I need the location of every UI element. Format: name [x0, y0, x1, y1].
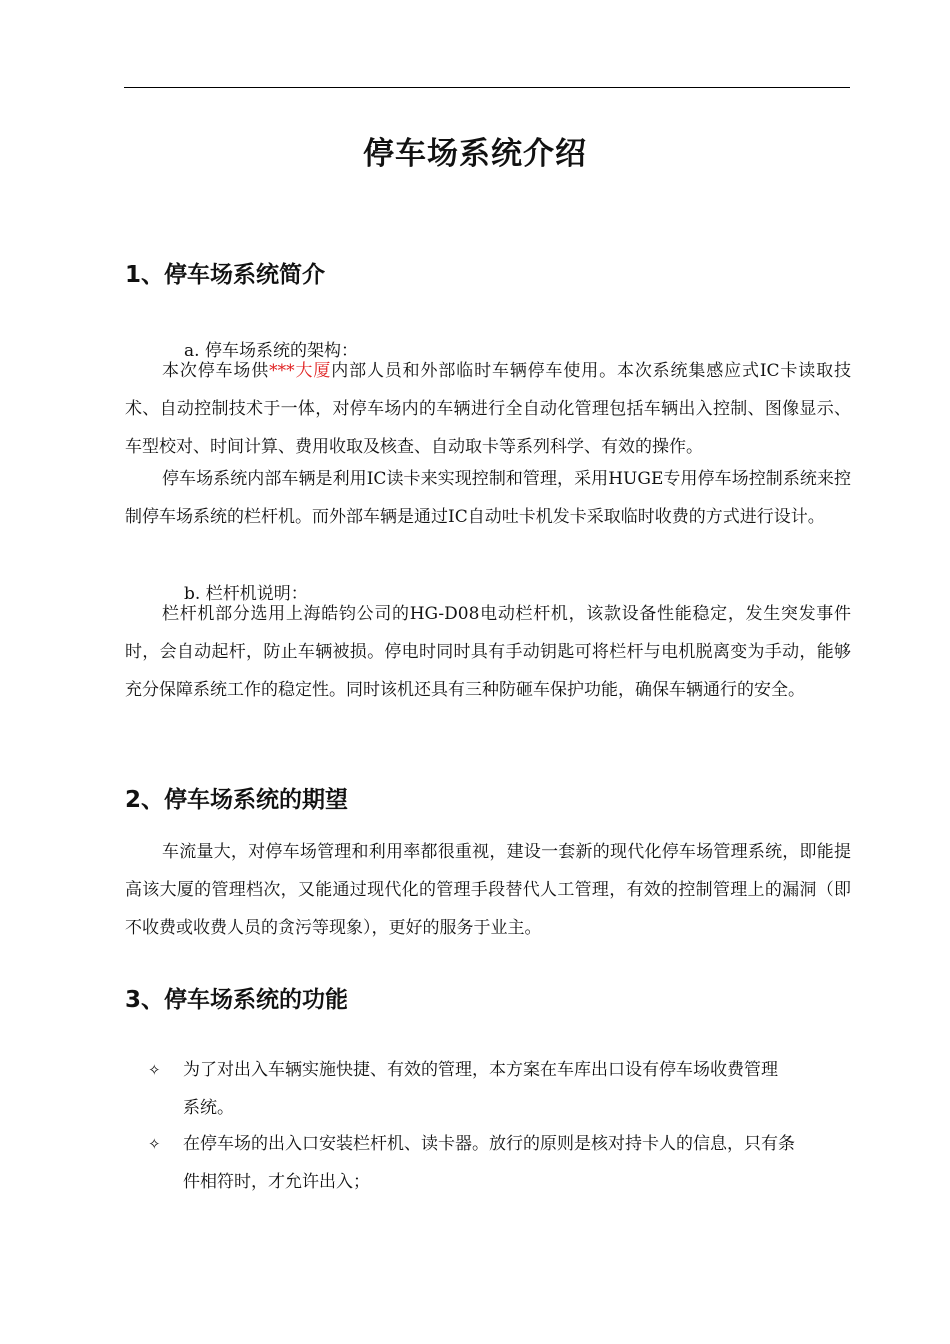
paragraph-internal-vehicles: 停车场系统内部车辆是利用IC读卡来实现控制和管理，采用HUGE专用停车场控制系统来控制停车场系统的栏杆机。而外部车辆是通过IC自动吐卡机发卡采取临时收费的方式进行设计。: [125, 469, 851, 527]
subsection-a-label: a. 停车场系统的架构：: [184, 341, 358, 361]
paragraph-architecture: [125, 352, 851, 466]
diamond-bullet-icon: ✧: [148, 1135, 161, 1153]
feature-bullet-2: [125, 1125, 851, 1201]
section-3-heading: 3、停车场系统的功能: [125, 987, 349, 1013]
section-2-heading: 2、停车场系统的期望: [125, 787, 349, 813]
header-rule: [124, 87, 850, 88]
paragraph-text-post: 内部人员和外部临时车辆停车使用。本次系统集感应式IC卡读取技术、自动控制技术于一体，对停车场内的车辆进行全自动化管理包括车辆出入控制、图像显示、车型校对、时间计算、费用收取及核查、自动取卡等系列科学、有效的操作。: [125, 361, 851, 457]
diamond-bullet-icon: ✧: [148, 1061, 161, 1079]
section-1-heading: 1、停车场系统简介: [125, 262, 326, 288]
paragraph-barrier-gate: 栏杆机部分选用上海皓钧公司的HG-D08电动栏杆机，该款设备性能稳定，发生突发事件时，会自动起杆，防止车辆被损。停电时同时具有手动钥匙可将栏杆与电机脱离变为手动，能够充分保障系统工作的稳定性。同时该机还具有三种防砸车保护功能，确保车辆通行的安全。: [125, 604, 851, 700]
feature-bullet-2-line-2: 件相符时，才允许出入；: [183, 1172, 370, 1192]
feature-bullet-2-line-1: 在停车场的出入口安装栏杆机、读卡器。放行的原则是核对持卡人的信息，只有条: [183, 1134, 795, 1154]
document-title: 停车场系统介绍: [363, 136, 587, 172]
subsection-b-label: b. 栏杆机说明：: [184, 584, 308, 604]
building-name-highlight: ***大厦: [269, 361, 332, 381]
paragraph-expectations: 车流量大，对停车场管理和利用率都很重视，建设一套新的现代化停车场管理系统，即能提高该大厦的管理档次，又能通过现代化的管理手段替代人工管理，有效的控制管理上的漏洞（即不收费或收费人员的贪污等现象），更好的服务于业主。: [125, 842, 851, 938]
feature-bullet-1-line-1: 为了对出入车辆实施快捷、有效的管理，本方案在车库出口设有停车场收费管理: [183, 1060, 778, 1080]
feature-bullet-1-line-2: 系统。: [183, 1098, 234, 1118]
paragraph-text-pre: 本次停车场供: [162, 361, 270, 381]
feature-bullet-1: [125, 1051, 851, 1127]
